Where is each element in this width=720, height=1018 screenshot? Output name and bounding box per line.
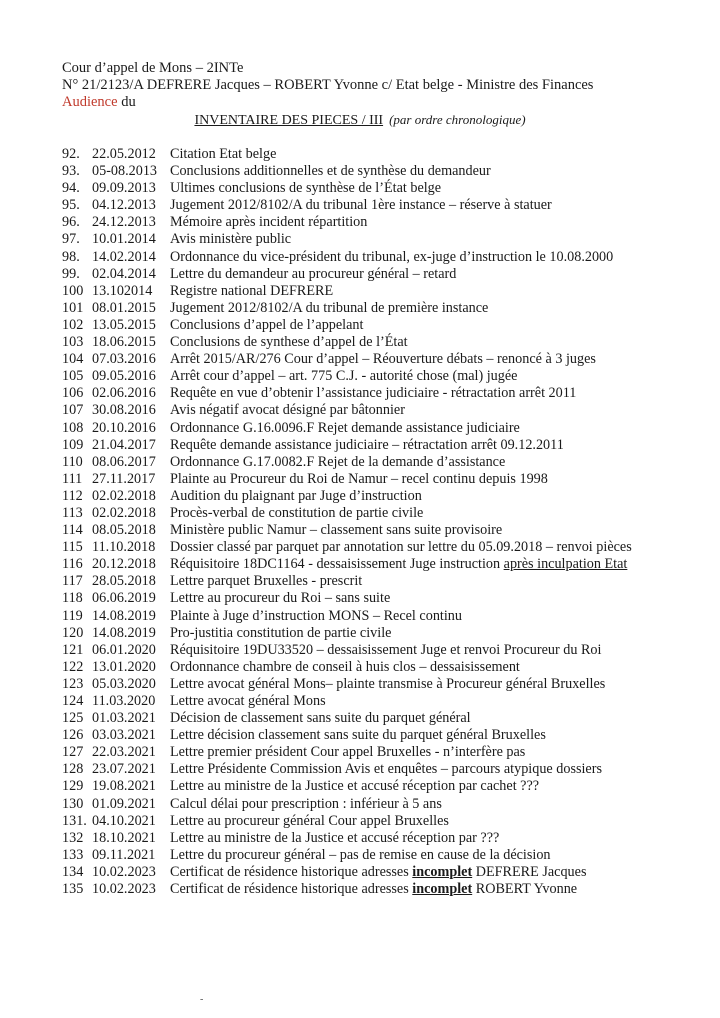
- inventory-item: [62, 625, 702, 642]
- item-description-text: Certificat de résidence historique adresses: [170, 863, 413, 880]
- item-number: 101: [62, 299, 84, 316]
- audience-label: Audience: [62, 94, 118, 110]
- case-line: N° 21/2123/A DEFRERE Jacques – ROBERT Yvonne c/ Etat belge - Ministre des Finances: [62, 77, 594, 93]
- item-description: [170, 283, 333, 300]
- item-date: 28.05.2018: [92, 573, 156, 590]
- item-description-text: Décision de classement sans suite du parquet général: [170, 710, 471, 727]
- item-date: 10.01.2014: [92, 231, 156, 248]
- item-date: 05-08.2013: [92, 163, 158, 180]
- item-number: 113: [62, 504, 83, 521]
- item-description: [170, 402, 405, 419]
- item-description-text: Lettre au procureur général Cour appel Bruxelles: [170, 812, 449, 829]
- inventory-item: [62, 385, 702, 402]
- item-number: 104: [62, 351, 84, 368]
- inventory-item: [62, 505, 702, 522]
- item-date: 20.10.2016: [92, 419, 156, 436]
- item-date: 07.03.2016: [92, 351, 156, 368]
- item-number: 115: [62, 539, 83, 556]
- item-number: 130: [62, 795, 84, 812]
- inventory-item: [62, 402, 702, 419]
- item-description: [170, 539, 632, 556]
- item-number: 94.: [62, 180, 80, 197]
- item-number: 112: [62, 487, 83, 504]
- inventory-item: [62, 437, 702, 454]
- item-number: 121: [62, 641, 84, 658]
- item-date: 14.02.2014: [92, 248, 156, 265]
- item-description-text: Conclusions de synthese d’appel de l’État: [170, 334, 408, 351]
- item-date: 01.09.2021: [92, 795, 156, 812]
- inventory-item: [62, 488, 702, 505]
- item-date: 21.04.2017: [92, 436, 156, 453]
- item-description: [170, 488, 422, 505]
- item-description: [170, 744, 525, 761]
- item-date: 02.02.2018: [92, 504, 156, 521]
- inventory-item: [62, 214, 702, 231]
- item-number: 102: [62, 316, 84, 333]
- item-description-text: Lettre avocat général Mons– plainte transmise à Procureur général Bruxelles: [170, 675, 606, 692]
- item-description-text: Arrêt 2015/AR/276 Cour d’appel – Réouverture débats – renoncé à 3 juges: [170, 351, 596, 368]
- inventory-item: [62, 881, 702, 898]
- item-date: 04.10.2021: [92, 812, 156, 829]
- item-description-text: Lettre avocat général Mons: [170, 693, 326, 709]
- item-number: 128: [62, 761, 84, 778]
- item-description-after: ROBERT Yvonne: [472, 881, 578, 898]
- item-date: 30.08.2016: [92, 402, 156, 419]
- item-description-text: Audition du plaignant par Juge d’instruction: [170, 487, 422, 504]
- item-description: [170, 761, 602, 778]
- item-number: 103: [62, 334, 84, 351]
- item-description: [170, 471, 548, 488]
- item-description: [170, 778, 539, 795]
- inventory-item: [62, 813, 702, 830]
- item-description-text: Réquisitoire 19DU33520 – dessaisissement Juge et renvoi Procureur du Roi: [170, 641, 602, 658]
- item-description: [170, 180, 441, 197]
- item-description: [170, 625, 391, 642]
- title-sub: (par ordre chronologique): [389, 112, 526, 127]
- item-description-text: Lettre décision classement sans suite du parquet général Bruxelles: [170, 727, 546, 744]
- item-description: [170, 727, 546, 744]
- item-description: [170, 231, 291, 248]
- item-description-text: Registre national DEFRERE: [170, 282, 334, 299]
- item-date: 09.05.2016: [92, 368, 156, 385]
- item-description-text: Avis négatif avocat désigné par bâtonnier: [170, 402, 405, 419]
- item-description-text: Avis ministère public: [170, 231, 292, 248]
- item-description: [170, 676, 605, 693]
- item-date: 13.102014: [92, 282, 153, 299]
- document-header: [62, 60, 593, 111]
- inventory-item: [62, 676, 702, 693]
- item-date: 14.08.2019: [92, 607, 156, 624]
- inventory-item: [62, 830, 702, 847]
- inventory-item: [62, 608, 702, 625]
- item-description-text: Arrêt cour d’appel – art. 775 C.J. - autorité chose (mal) jugée: [170, 368, 518, 385]
- inventory-item: [62, 180, 702, 197]
- item-description-text: Lettre au ministre de la Justice et accusé réception par cachet ???: [170, 778, 540, 795]
- item-number: 120: [62, 624, 84, 641]
- inventory-item: [62, 163, 702, 180]
- item-description: [170, 368, 517, 385]
- item-description-text: Ordonnance G.17.0082.F Rejet de la demande d’assistance: [170, 453, 506, 470]
- item-date: 11.03.2020: [92, 693, 156, 709]
- item-description: [170, 214, 367, 231]
- item-description-emphasis: incomplet: [412, 863, 473, 880]
- item-date: 20.12.2018: [92, 556, 156, 573]
- item-number: 132: [62, 829, 84, 846]
- item-description-text: Citation Etat belge: [170, 146, 277, 162]
- item-number: 108: [62, 419, 84, 436]
- inventory-item: [62, 659, 702, 676]
- item-description-text: Certificat de résidence historique adresses: [170, 881, 413, 898]
- item-date: 22.05.2012: [92, 146, 156, 162]
- item-description: [170, 556, 627, 573]
- item-number: 93.: [62, 163, 80, 180]
- item-description: [170, 334, 408, 351]
- item-number: 92.: [62, 146, 80, 162]
- item-number: 117: [62, 573, 83, 590]
- item-description: [170, 300, 488, 317]
- item-description-text: Dossier classé par parquet par annotation sur lettre du 05.09.2018 – renvoi pièces: [170, 539, 632, 556]
- item-number: 127: [62, 744, 84, 761]
- inventory-item: [62, 539, 702, 556]
- item-description-text: Ordonnance du vice-président du tribunal, ex-juge d’instruction le 10.08.2000: [170, 248, 614, 265]
- item-description-text: Lettre Présidente Commission Avis et enquêtes – parcours atypique dossiers: [170, 761, 602, 778]
- inventory-item: [62, 146, 702, 163]
- item-description: [170, 710, 471, 727]
- item-number: 109: [62, 436, 84, 453]
- item-number: 123: [62, 675, 84, 692]
- item-description: [170, 317, 363, 334]
- item-date: 06.06.2019: [92, 590, 156, 607]
- item-date: 02.06.2016: [92, 385, 156, 402]
- item-description: [170, 197, 552, 214]
- inventory-item: [62, 590, 702, 607]
- item-number: 99.: [62, 265, 80, 282]
- item-description-text: Lettre au procureur du Roi – sans suite: [170, 590, 391, 607]
- inventory-item: [62, 693, 702, 710]
- item-description: [170, 659, 520, 676]
- item-date: 24.12.2013: [92, 214, 156, 231]
- item-number: 126: [62, 727, 84, 744]
- inventory-list: [62, 146, 702, 898]
- item-date: 04.12.2013: [92, 197, 156, 214]
- inventory-item: [62, 778, 702, 795]
- inventory-item: [62, 266, 702, 283]
- item-description: [170, 881, 577, 898]
- item-date: 14.08.2019: [92, 624, 156, 641]
- item-description-underlined: après inculpation Etat: [503, 556, 628, 573]
- item-description-text: Plainte au Procureur du Roi de Namur – recel continu depuis 1998: [170, 470, 548, 487]
- item-number: 110: [62, 453, 83, 470]
- item-date: 10.02.2023: [92, 881, 156, 898]
- item-description-text: Lettre premier président Cour appel Bruxelles - n’interfère pas: [170, 744, 526, 761]
- inventory-item: [62, 522, 702, 539]
- item-number: 107: [62, 402, 84, 419]
- item-description: [170, 830, 499, 847]
- item-number: 100: [62, 282, 84, 299]
- inventory-item: [62, 556, 702, 573]
- item-date: 23.07.2021: [92, 761, 156, 778]
- item-date: 27.11.2017: [92, 470, 156, 487]
- item-description-text: Jugement 2012/8102/A du tribunal de première instance: [170, 299, 489, 316]
- item-date: 10.02.2023: [92, 863, 156, 880]
- item-date: 02.02.2018: [92, 487, 156, 504]
- item-number: 122: [62, 658, 84, 675]
- item-date: 06.01.2020: [92, 641, 156, 658]
- item-date: 08.05.2018: [92, 522, 156, 539]
- item-date: 09.09.2013: [92, 180, 156, 197]
- inventory-item: [62, 300, 702, 317]
- item-date: 02.04.2014: [92, 265, 156, 282]
- item-number: 129: [62, 778, 84, 795]
- inventory-title: [0, 112, 720, 129]
- item-description-text: Ultimes conclusions de synthèse de l’État belge: [170, 180, 442, 197]
- inventory-item: [62, 642, 702, 659]
- item-description-text: Réquisitoire 18DC1164 - dessaisissement Juge instruction: [170, 556, 504, 573]
- item-date: 11.10.2018: [92, 539, 156, 556]
- item-number: 106: [62, 385, 84, 402]
- item-description: [170, 573, 362, 590]
- inventory-item: [62, 847, 702, 864]
- item-number: 114: [62, 522, 83, 539]
- item-description-text: Requête en vue d’obtenir l’assistance judiciaire - rétractation arrêt 2011: [170, 385, 577, 402]
- item-date: 13.01.2020: [92, 658, 156, 675]
- item-date: 19.08.2021: [92, 778, 156, 795]
- inventory-item: [62, 471, 702, 488]
- inventory-item: [62, 231, 702, 248]
- item-date: 01.03.2021: [92, 710, 156, 727]
- inventory-item: [62, 420, 702, 437]
- item-date: 08.06.2017: [92, 453, 156, 470]
- item-number: 124: [62, 693, 84, 709]
- inventory-item: [62, 351, 702, 368]
- item-date: 18.06.2015: [92, 334, 156, 351]
- item-number: 95.: [62, 197, 80, 214]
- item-description: [170, 608, 462, 625]
- item-description-text: Calcul délai pour prescription : inférieur à 5 ans: [170, 795, 442, 812]
- item-description: [170, 796, 442, 813]
- title-main: INVENTAIRE DES PIECES / III: [194, 113, 384, 128]
- item-description-text: Requête demande assistance judiciaire – rétractation arrêt 09.12.2011: [170, 436, 564, 453]
- item-description-text: Plainte à Juge d’instruction MONS – Recel continu: [170, 607, 462, 624]
- inventory-item: [62, 197, 702, 214]
- inventory-item: [62, 334, 702, 351]
- item-description: [170, 505, 423, 522]
- item-description-text: Pro-justitia constitution de partie civile: [170, 624, 392, 641]
- item-description-text: Mémoire après incident répartition: [170, 214, 368, 231]
- inventory-item: [62, 249, 702, 266]
- item-number: 133: [62, 846, 84, 863]
- item-number: 125: [62, 710, 84, 727]
- inventory-item: [62, 317, 702, 334]
- item-description: [170, 163, 491, 180]
- inventory-item: [62, 454, 702, 471]
- item-number: 97.: [62, 231, 80, 248]
- item-description: [170, 693, 326, 710]
- inventory-item: [62, 761, 702, 778]
- item-description: [170, 813, 449, 830]
- item-description-text: Lettre du procureur général – pas de remise en cause de la décision: [170, 846, 551, 863]
- item-number: 111: [62, 470, 83, 487]
- item-number: 135: [62, 881, 84, 898]
- item-description-text: Ordonnance chambre de conseil à huis clos – dessaisissement: [170, 658, 520, 675]
- inventory-item: [62, 368, 702, 385]
- inventory-item: [62, 283, 702, 300]
- item-number: 105: [62, 368, 84, 385]
- item-number: 131.: [62, 812, 87, 829]
- item-description-text: Lettre au ministre de la Justice et accusé réception par ???: [170, 829, 500, 846]
- inventory-item: [62, 796, 702, 813]
- item-description-text: Conclusions d’appel de l’appelant: [170, 316, 364, 333]
- item-description-text: Ministère public Namur – classement sans suite provisoire: [170, 522, 503, 539]
- item-number: 96.: [62, 214, 80, 231]
- item-date: 18.10.2021: [92, 829, 156, 846]
- footer-mark: -: [200, 994, 204, 1005]
- item-date: 05.03.2020: [92, 675, 156, 692]
- inventory-item: [62, 864, 702, 881]
- item-number: 116: [62, 556, 83, 573]
- inventory-item: [62, 744, 702, 761]
- item-date: 03.03.2021: [92, 727, 156, 744]
- item-description-text: Lettre du demandeur au procureur général – retard: [170, 265, 457, 282]
- item-description: [170, 642, 601, 659]
- item-description: [170, 249, 613, 266]
- item-number: 119: [62, 607, 83, 624]
- item-description: [170, 385, 576, 402]
- item-description-text: Lettre parquet Bruxelles - prescrit: [170, 573, 363, 590]
- inventory-item: [62, 573, 702, 590]
- item-description: [170, 590, 390, 607]
- item-description: [170, 522, 502, 539]
- item-description-emphasis: incomplet: [412, 881, 473, 898]
- item-description: [170, 864, 586, 881]
- item-date: 09.11.2021: [92, 846, 156, 863]
- item-number: 98.: [62, 248, 80, 265]
- item-date: 13.05.2015: [92, 316, 156, 333]
- court-line: Cour d’appel de Mons – 2INTe: [62, 60, 244, 76]
- item-description-text: Ordonnance G.16.0096.F Rejet demande assistance judiciaire: [170, 419, 520, 436]
- item-description-after: DEFRERE Jacques: [472, 863, 587, 880]
- item-description: [170, 847, 551, 864]
- item-description: [170, 437, 564, 454]
- item-description: [170, 420, 520, 437]
- inventory-item: [62, 710, 702, 727]
- item-description-text: Conclusions additionnelles et de synthèse du demandeur: [170, 163, 491, 180]
- item-number: 118: [62, 590, 83, 607]
- item-date: 22.03.2021: [92, 744, 156, 761]
- item-description: [170, 146, 276, 163]
- item-number: 134: [62, 863, 84, 880]
- item-description-text: Procès-verbal de constitution de partie civile: [170, 504, 424, 521]
- item-date: 08.01.2015: [92, 299, 156, 316]
- inventory-item: [62, 727, 702, 744]
- item-description: [170, 454, 505, 471]
- audience-suffix: du: [117, 94, 136, 110]
- audience-line: [62, 94, 593, 111]
- item-description: [170, 351, 596, 368]
- item-description-text: Jugement 2012/8102/A du tribunal 1ère instance – réserve à statuer: [170, 197, 552, 214]
- item-description: [170, 266, 456, 283]
